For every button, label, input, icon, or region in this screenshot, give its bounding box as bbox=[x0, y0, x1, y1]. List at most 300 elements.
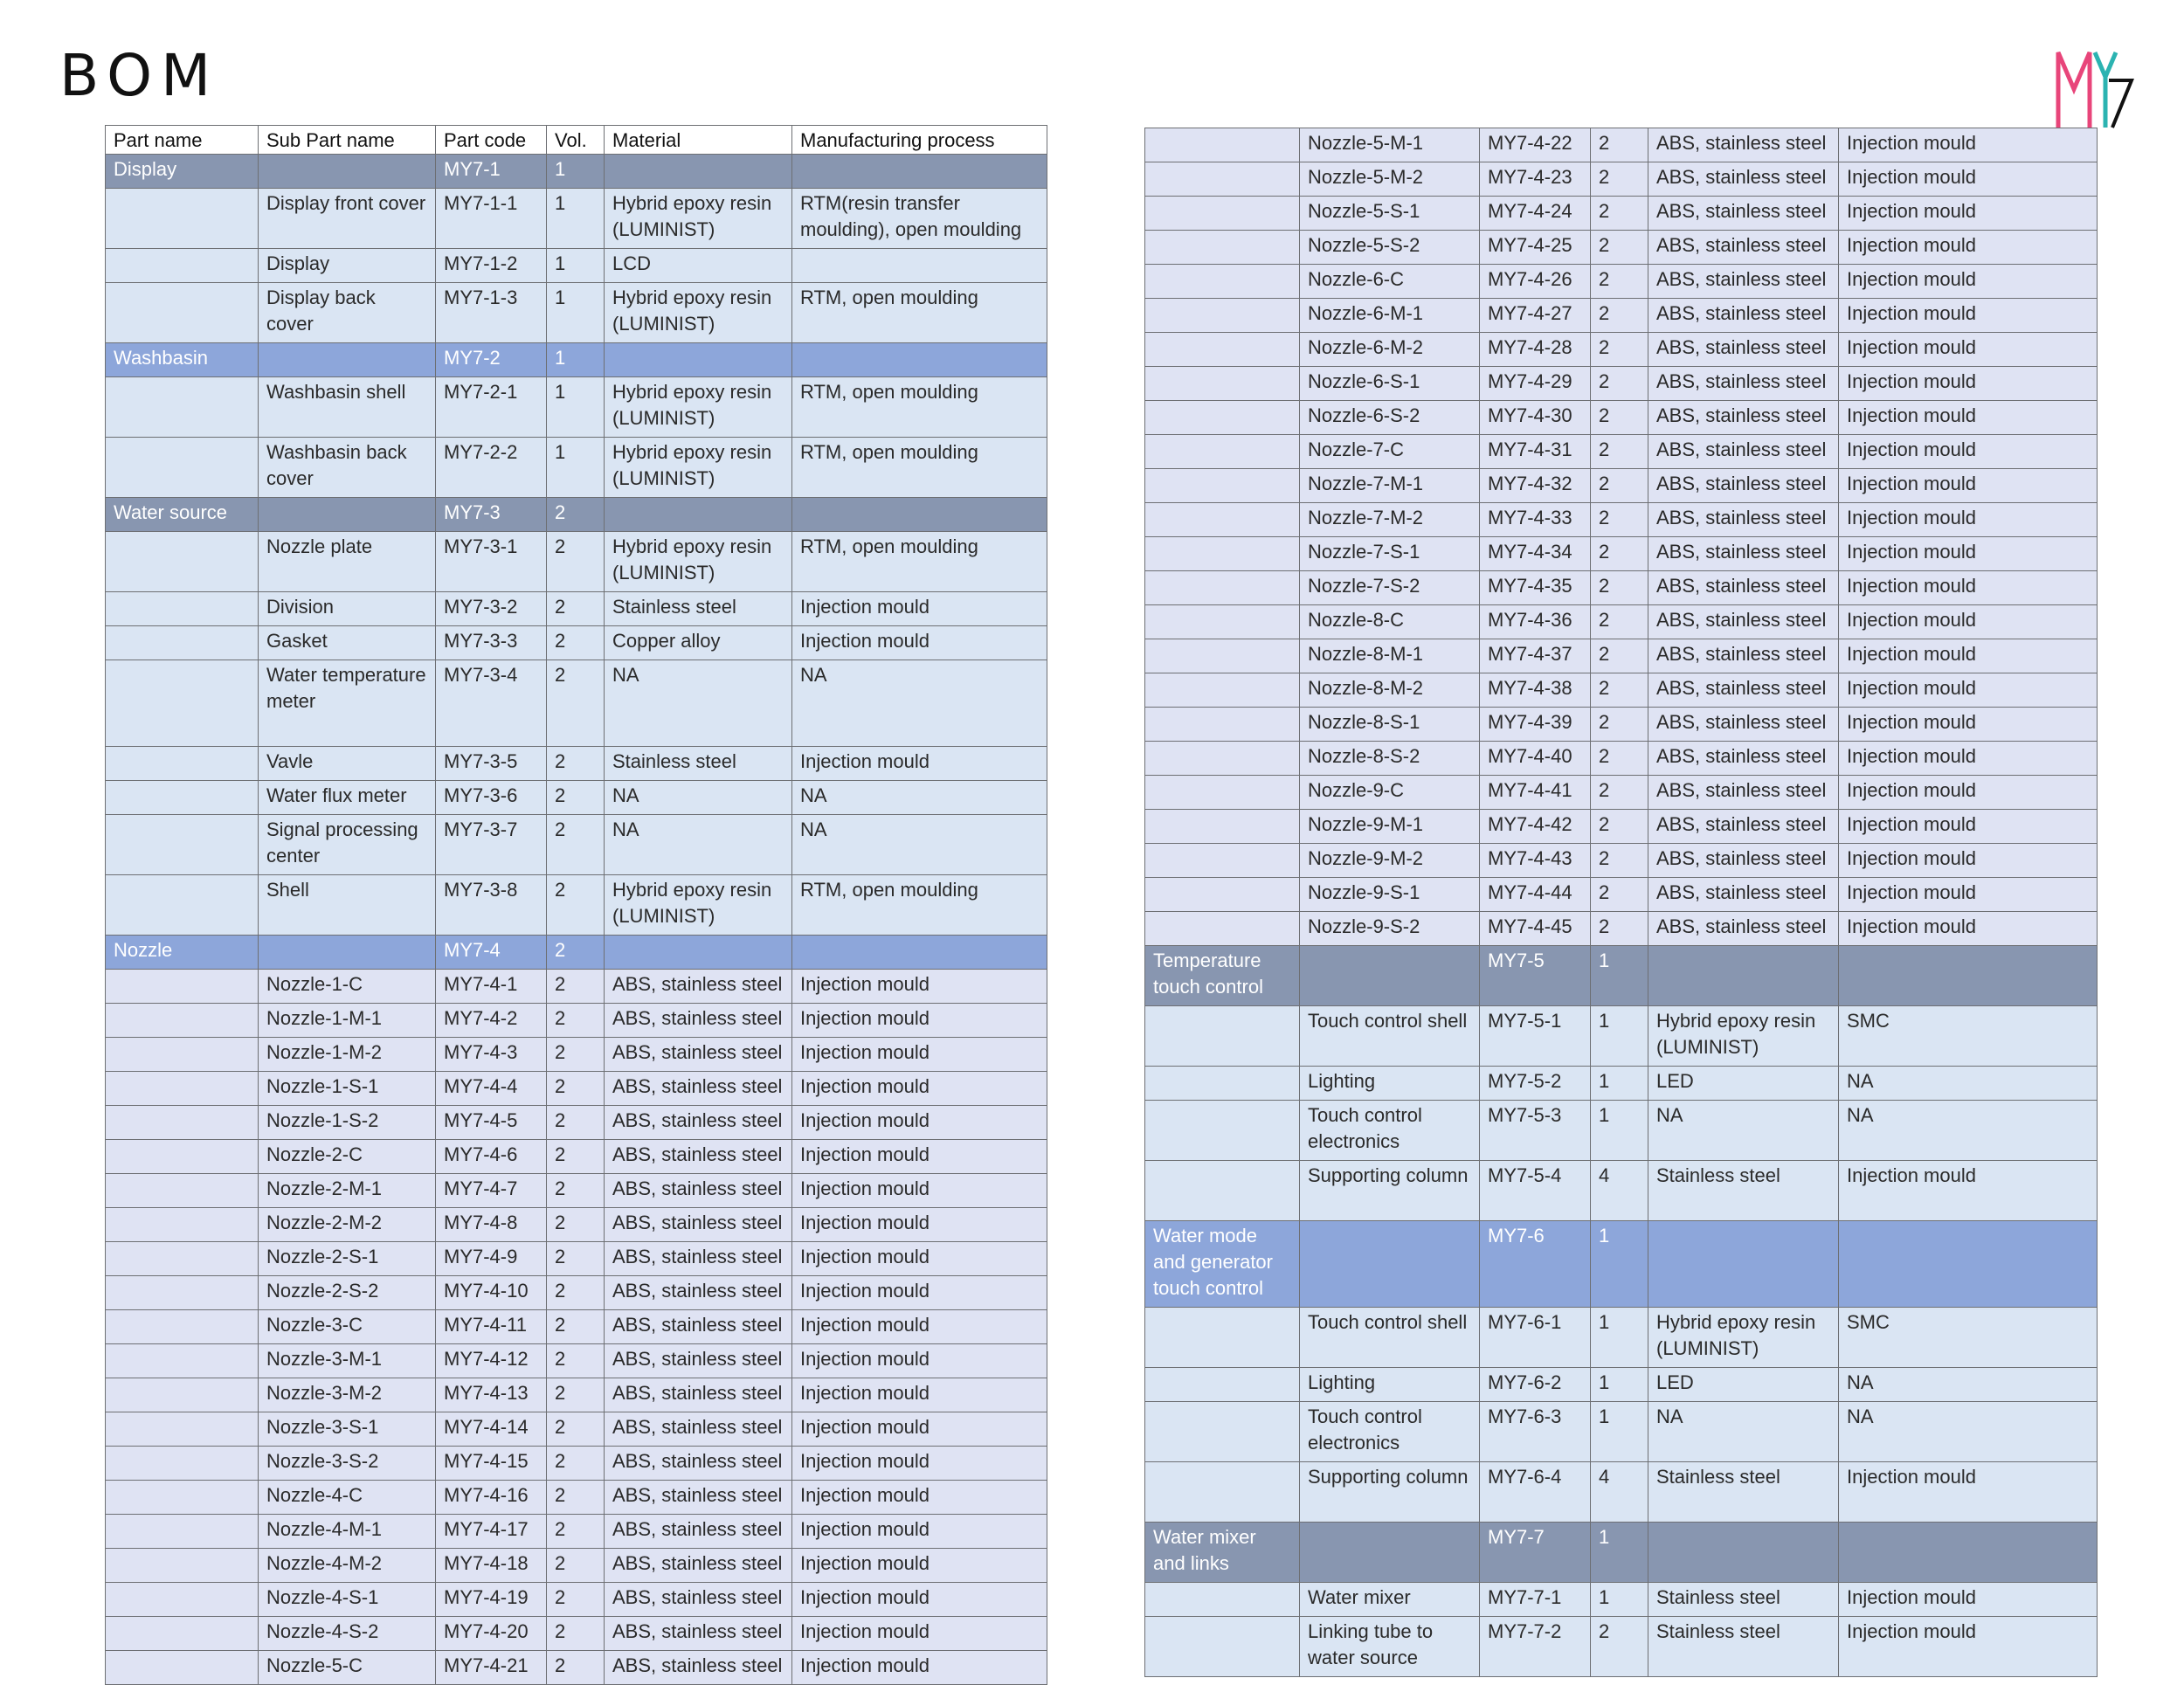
process-cell: Injection mould bbox=[792, 1447, 1047, 1481]
process-cell: Injection mould bbox=[1839, 878, 2098, 912]
material-cell: NA bbox=[605, 781, 792, 815]
vol-cell: 2 bbox=[1591, 639, 1648, 673]
group-row bbox=[1145, 946, 2098, 1006]
table-row bbox=[1145, 1308, 2098, 1368]
sub-part-name-cell: Nozzle-3-S-1 bbox=[259, 1412, 436, 1447]
process-cell: Injection mould bbox=[792, 1617, 1047, 1651]
sub-part-name-cell: Division bbox=[259, 592, 436, 626]
table-row bbox=[106, 1344, 1047, 1378]
table-row bbox=[1145, 639, 2098, 673]
part-code-cell: MY7-3-5 bbox=[436, 747, 547, 781]
sub-part-name-cell: Nozzle-9-C bbox=[1300, 776, 1480, 810]
sub-part-name-cell: Nozzle-3-S-2 bbox=[259, 1447, 436, 1481]
part-name-cell: Water source bbox=[106, 498, 259, 532]
vol-cell: 2 bbox=[1591, 912, 1648, 946]
sub-part-name-cell: Nozzle-1-S-1 bbox=[259, 1072, 436, 1106]
sub-part-name-cell: Nozzle-4-S-2 bbox=[259, 1617, 436, 1651]
material-cell: ABS, stainless steel bbox=[1648, 810, 1839, 844]
part-name-cell: Water mode and generator touch control bbox=[1145, 1221, 1300, 1308]
part-code-cell: MY7-4-32 bbox=[1480, 469, 1591, 503]
part-name-cell bbox=[106, 1378, 259, 1412]
part-code-cell: MY7-3-2 bbox=[436, 592, 547, 626]
part-name-cell bbox=[1145, 878, 1300, 912]
vol-cell: 1 bbox=[547, 155, 605, 189]
material-cell: LCD bbox=[605, 249, 792, 283]
table-row bbox=[1145, 537, 2098, 571]
material-cell: ABS, stainless steel bbox=[605, 1651, 792, 1685]
vol-cell: 2 bbox=[547, 626, 605, 660]
material-cell: ABS, stainless steel bbox=[605, 1208, 792, 1242]
material-cell: ABS, stainless steel bbox=[1648, 639, 1839, 673]
process-cell: Injection mould bbox=[792, 1242, 1047, 1276]
part-code-cell: MY7-6-1 bbox=[1480, 1308, 1591, 1368]
material-cell: Copper alloy bbox=[605, 626, 792, 660]
vol-cell: 2 bbox=[547, 532, 605, 592]
material-cell: Stainless steel bbox=[1648, 1583, 1839, 1617]
material-cell: ABS, stainless steel bbox=[1648, 333, 1839, 367]
part-name-cell bbox=[106, 875, 259, 936]
part-code-cell: MY7-4-6 bbox=[436, 1140, 547, 1174]
part-code-cell: MY7-4-4 bbox=[436, 1072, 547, 1106]
material-cell bbox=[605, 936, 792, 970]
vol-cell: 2 bbox=[547, 936, 605, 970]
part-name-cell bbox=[106, 1447, 259, 1481]
part-name-cell bbox=[106, 1583, 259, 1617]
material-cell: LED bbox=[1648, 1368, 1839, 1402]
header-part-name: Part name bbox=[106, 126, 259, 155]
sub-part-name-cell: Nozzle-8-M-2 bbox=[1300, 673, 1480, 708]
table-row bbox=[106, 1549, 1047, 1583]
process-cell: Injection mould bbox=[1839, 810, 2098, 844]
table-row bbox=[1145, 231, 2098, 265]
page-title: BOM bbox=[59, 42, 220, 109]
part-code-cell: MY7-4-19 bbox=[436, 1583, 547, 1617]
part-name-cell: Washbasin bbox=[106, 343, 259, 377]
vol-cell: 2 bbox=[547, 1072, 605, 1106]
part-name-cell bbox=[1145, 639, 1300, 673]
table-row bbox=[106, 377, 1047, 438]
vol-cell: 2 bbox=[547, 1617, 605, 1651]
part-name-cell bbox=[1145, 1308, 1300, 1368]
part-name-cell bbox=[1145, 265, 1300, 299]
table-row bbox=[1145, 912, 2098, 946]
part-name-cell bbox=[1145, 1462, 1300, 1523]
vol-cell: 2 bbox=[1591, 367, 1648, 401]
process-cell: Injection mould bbox=[792, 1310, 1047, 1344]
part-name-cell bbox=[106, 1412, 259, 1447]
sub-part-name-cell: Display bbox=[259, 249, 436, 283]
part-name-cell bbox=[106, 626, 259, 660]
part-name-cell bbox=[1145, 1368, 1300, 1402]
sub-part-name-cell: Nozzle-9-M-1 bbox=[1300, 810, 1480, 844]
vol-cell: 2 bbox=[547, 1004, 605, 1038]
vol-cell: 1 bbox=[1591, 1221, 1648, 1308]
process-cell: Injection mould bbox=[1839, 912, 2098, 946]
table-row bbox=[1145, 503, 2098, 537]
process-cell: Injection mould bbox=[792, 1106, 1047, 1140]
process-cell bbox=[792, 155, 1047, 189]
material-cell: ABS, stainless steel bbox=[605, 970, 792, 1004]
process-cell: Injection mould bbox=[1839, 231, 2098, 265]
material-cell: Hybrid epoxy resin (LUMINIST) bbox=[605, 438, 792, 498]
vol-cell: 2 bbox=[1591, 435, 1648, 469]
process-cell: Injection mould bbox=[792, 1344, 1047, 1378]
part-code-cell: MY7-4 bbox=[436, 936, 547, 970]
vol-cell: 2 bbox=[1591, 299, 1648, 333]
sub-part-name-cell: Nozzle-2-C bbox=[259, 1140, 436, 1174]
material-cell: ABS, stainless steel bbox=[1648, 299, 1839, 333]
table-row bbox=[1145, 708, 2098, 742]
vol-cell: 2 bbox=[547, 1344, 605, 1378]
table-row bbox=[106, 1208, 1047, 1242]
part-name-cell bbox=[106, 781, 259, 815]
material-cell: Stainless steel bbox=[1648, 1462, 1839, 1523]
material-cell: NA bbox=[1648, 1101, 1839, 1161]
part-name-cell bbox=[1145, 605, 1300, 639]
material-cell: ABS, stainless steel bbox=[1648, 537, 1839, 571]
process-cell: RTM(resin transfer moulding), open moulding bbox=[792, 189, 1047, 249]
vol-cell: 1 bbox=[1591, 1368, 1648, 1402]
material-cell: ABS, stainless steel bbox=[605, 1310, 792, 1344]
process-cell: Injection mould bbox=[1839, 265, 2098, 299]
material-cell: ABS, stainless steel bbox=[1648, 742, 1839, 776]
vol-cell: 2 bbox=[1591, 878, 1648, 912]
process-cell: RTM, open moulding bbox=[792, 875, 1047, 936]
material-cell: ABS, stainless steel bbox=[1648, 401, 1839, 435]
material-cell: ABS, stainless steel bbox=[605, 1378, 792, 1412]
vol-cell: 2 bbox=[1591, 605, 1648, 639]
material-cell: ABS, stainless steel bbox=[605, 1549, 792, 1583]
sub-part-name-cell: Nozzle-1-M-2 bbox=[259, 1038, 436, 1072]
table-row bbox=[106, 1038, 1047, 1072]
part-code-cell: MY7-5-2 bbox=[1480, 1067, 1591, 1101]
part-name-cell: Display bbox=[106, 155, 259, 189]
material-cell: ABS, stainless steel bbox=[1648, 435, 1839, 469]
material-cell: ABS, stainless steel bbox=[605, 1344, 792, 1378]
part-name-cell bbox=[106, 1481, 259, 1515]
table-row bbox=[1145, 1583, 2098, 1617]
process-cell: Injection mould bbox=[792, 1549, 1047, 1583]
part-code-cell: MY7-4-13 bbox=[436, 1378, 547, 1412]
process-cell: Injection mould bbox=[792, 1583, 1047, 1617]
process-cell bbox=[1839, 1221, 2098, 1308]
part-name-cell bbox=[1145, 537, 1300, 571]
vol-cell: 1 bbox=[1591, 1006, 1648, 1067]
vol-cell: 2 bbox=[547, 1481, 605, 1515]
process-cell: SMC bbox=[1839, 1006, 2098, 1067]
material-cell: Hybrid epoxy resin (LUMINIST) bbox=[1648, 1006, 1839, 1067]
part-name-cell bbox=[1145, 571, 1300, 605]
sub-part-name-cell: Lighting bbox=[1300, 1067, 1480, 1101]
vol-cell: 2 bbox=[1591, 673, 1648, 708]
material-cell bbox=[1648, 946, 1839, 1006]
sub-part-name-cell: Nozzle-6-S-1 bbox=[1300, 367, 1480, 401]
sub-part-name-cell: Linking tube to water source bbox=[1300, 1617, 1480, 1677]
part-code-cell: MY7-5 bbox=[1480, 946, 1591, 1006]
part-name-cell bbox=[1145, 673, 1300, 708]
process-cell: NA bbox=[1839, 1402, 2098, 1462]
process-cell: Injection mould bbox=[792, 1174, 1047, 1208]
part-code-cell: MY7-4-23 bbox=[1480, 162, 1591, 197]
vol-cell: 2 bbox=[1591, 231, 1648, 265]
part-code-cell: MY7-3-8 bbox=[436, 875, 547, 936]
process-cell: Injection mould bbox=[792, 1038, 1047, 1072]
part-code-cell: MY7-1-3 bbox=[436, 283, 547, 343]
vol-cell: 2 bbox=[1591, 708, 1648, 742]
part-code-cell: MY7-7 bbox=[1480, 1523, 1591, 1583]
sub-part-name-cell: Touch control shell bbox=[1300, 1308, 1480, 1368]
sub-part-name-cell: Vavle bbox=[259, 747, 436, 781]
part-name-cell bbox=[106, 1004, 259, 1038]
vol-cell: 2 bbox=[547, 970, 605, 1004]
part-name-cell bbox=[1145, 401, 1300, 435]
material-cell: ABS, stainless steel bbox=[1648, 469, 1839, 503]
process-cell: Injection mould bbox=[792, 1004, 1047, 1038]
table-row bbox=[1145, 1006, 2098, 1067]
sub-part-name-cell: Water temperature meter bbox=[259, 660, 436, 747]
material-cell: ABS, stainless steel bbox=[605, 1276, 792, 1310]
process-cell: NA bbox=[1839, 1067, 2098, 1101]
table-row bbox=[1145, 810, 2098, 844]
process-cell: Injection mould bbox=[1839, 605, 2098, 639]
process-cell: Injection mould bbox=[1839, 639, 2098, 673]
sub-part-name-cell: Nozzle-5-S-2 bbox=[1300, 231, 1480, 265]
part-name-cell bbox=[106, 1617, 259, 1651]
material-cell: Hybrid epoxy resin (LUMINIST) bbox=[605, 532, 792, 592]
part-code-cell: MY7-4-11 bbox=[436, 1310, 547, 1344]
table-row bbox=[1145, 128, 2098, 162]
process-cell: Injection mould bbox=[1839, 197, 2098, 231]
process-cell: Injection mould bbox=[792, 1276, 1047, 1310]
material-cell: Stainless steel bbox=[605, 592, 792, 626]
table-row bbox=[1145, 469, 2098, 503]
part-name-cell bbox=[106, 377, 259, 438]
process-cell: Injection mould bbox=[1839, 299, 2098, 333]
vol-cell: 2 bbox=[547, 747, 605, 781]
sub-part-name-cell: Nozzle-2-M-2 bbox=[259, 1208, 436, 1242]
sub-part-name-cell: Nozzle-7-S-1 bbox=[1300, 537, 1480, 571]
part-code-cell: MY7-3-7 bbox=[436, 815, 547, 875]
table-row bbox=[106, 1412, 1047, 1447]
process-cell: Injection mould bbox=[1839, 367, 2098, 401]
part-code-cell: MY7-4-40 bbox=[1480, 742, 1591, 776]
process-cell bbox=[792, 498, 1047, 532]
part-code-cell: MY7-1-2 bbox=[436, 249, 547, 283]
vol-cell: 2 bbox=[547, 1651, 605, 1685]
part-code-cell: MY7-4-14 bbox=[436, 1412, 547, 1447]
process-cell: Injection mould bbox=[1839, 1617, 2098, 1677]
vol-cell: 2 bbox=[547, 1140, 605, 1174]
part-name-cell bbox=[1145, 128, 1300, 162]
process-cell bbox=[1839, 1523, 2098, 1583]
material-cell: ABS, stainless steel bbox=[1648, 128, 1839, 162]
part-code-cell: MY7-4-45 bbox=[1480, 912, 1591, 946]
process-cell: Injection mould bbox=[1839, 1462, 2098, 1523]
material-cell: Stainless steel bbox=[605, 747, 792, 781]
part-code-cell: MY7-2 bbox=[436, 343, 547, 377]
material-cell: ABS, stainless steel bbox=[1648, 844, 1839, 878]
process-cell: Injection mould bbox=[792, 1412, 1047, 1447]
sub-part-name-cell: Nozzle-1-S-2 bbox=[259, 1106, 436, 1140]
process-cell bbox=[792, 343, 1047, 377]
part-name-cell: Nozzle bbox=[106, 936, 259, 970]
table-row bbox=[106, 1310, 1047, 1344]
part-name-cell bbox=[106, 532, 259, 592]
material-cell: ABS, stainless steel bbox=[1648, 367, 1839, 401]
table-row bbox=[1145, 1101, 2098, 1161]
group-row bbox=[106, 936, 1047, 970]
part-code-cell: MY7-3 bbox=[436, 498, 547, 532]
process-cell: Injection mould bbox=[792, 1208, 1047, 1242]
sub-part-name-cell: Nozzle-9-M-2 bbox=[1300, 844, 1480, 878]
process-cell: Injection mould bbox=[1839, 162, 2098, 197]
process-cell: Injection mould bbox=[792, 747, 1047, 781]
part-code-cell: MY7-5-4 bbox=[1480, 1161, 1591, 1221]
vol-cell: 2 bbox=[547, 1515, 605, 1549]
table-row bbox=[1145, 878, 2098, 912]
process-cell: Injection mould bbox=[1839, 128, 2098, 162]
process-cell: Injection mould bbox=[792, 1481, 1047, 1515]
vol-cell: 1 bbox=[547, 189, 605, 249]
process-cell: Injection mould bbox=[792, 1072, 1047, 1106]
sub-part-name-cell: Nozzle-2-S-2 bbox=[259, 1276, 436, 1310]
table-row bbox=[1145, 1067, 2098, 1101]
material-cell: ABS, stainless steel bbox=[605, 1447, 792, 1481]
table-row bbox=[1145, 265, 2098, 299]
part-code-cell: MY7-4-27 bbox=[1480, 299, 1591, 333]
sub-part-name-cell: Water flux meter bbox=[259, 781, 436, 815]
vol-cell: 2 bbox=[1591, 810, 1648, 844]
part-name-cell bbox=[106, 283, 259, 343]
header-vol: Vol. bbox=[547, 126, 605, 155]
sub-part-name-cell: Nozzle-2-S-1 bbox=[259, 1242, 436, 1276]
part-code-cell: MY7-4-17 bbox=[436, 1515, 547, 1549]
part-code-cell: MY7-4-31 bbox=[1480, 435, 1591, 469]
table-row bbox=[1145, 435, 2098, 469]
vol-cell: 2 bbox=[1591, 1617, 1648, 1677]
part-name-cell bbox=[1145, 162, 1300, 197]
part-name-cell bbox=[1145, 197, 1300, 231]
vol-cell: 1 bbox=[547, 377, 605, 438]
sub-part-name-cell: Nozzle-6-C bbox=[1300, 265, 1480, 299]
sub-part-name-cell: Shell bbox=[259, 875, 436, 936]
table-row bbox=[106, 781, 1047, 815]
vol-cell: 2 bbox=[1591, 128, 1648, 162]
part-name-cell bbox=[106, 660, 259, 747]
part-code-cell: MY7-6-3 bbox=[1480, 1402, 1591, 1462]
table-row bbox=[1145, 1161, 2098, 1221]
table-row bbox=[106, 1174, 1047, 1208]
material-cell: Stainless steel bbox=[1648, 1161, 1839, 1221]
table-row bbox=[106, 626, 1047, 660]
sub-part-name-cell: Signal processing center bbox=[259, 815, 436, 875]
table-row bbox=[1145, 367, 2098, 401]
sub-part-name-cell: Nozzle-5-C bbox=[259, 1651, 436, 1685]
part-code-cell: MY7-4-44 bbox=[1480, 878, 1591, 912]
material-cell: ABS, stainless steel bbox=[605, 1004, 792, 1038]
part-name-cell bbox=[106, 249, 259, 283]
vol-cell: 1 bbox=[1591, 1101, 1648, 1161]
vol-cell: 2 bbox=[1591, 265, 1648, 299]
process-cell: RTM, open moulding bbox=[792, 283, 1047, 343]
part-code-cell: MY7-4-22 bbox=[1480, 128, 1591, 162]
process-cell: Injection mould bbox=[1839, 333, 2098, 367]
part-code-cell: MY7-4-41 bbox=[1480, 776, 1591, 810]
process-cell: Injection mould bbox=[1839, 503, 2098, 537]
material-cell: ABS, stainless steel bbox=[605, 1583, 792, 1617]
vol-cell: 1 bbox=[1591, 1402, 1648, 1462]
part-name-cell bbox=[1145, 1583, 1300, 1617]
part-name-cell bbox=[106, 1106, 259, 1140]
material-cell: ABS, stainless steel bbox=[605, 1106, 792, 1140]
vol-cell: 1 bbox=[1591, 946, 1648, 1006]
sub-part-name-cell: Nozzle-9-S-2 bbox=[1300, 912, 1480, 946]
vol-cell: 2 bbox=[547, 1038, 605, 1072]
material-cell bbox=[605, 498, 792, 532]
part-code-cell: MY7-4-29 bbox=[1480, 367, 1591, 401]
part-name-cell bbox=[1145, 299, 1300, 333]
part-code-cell: MY7-4-35 bbox=[1480, 571, 1591, 605]
table-row bbox=[106, 1447, 1047, 1481]
material-cell: Hybrid epoxy resin (LUMINIST) bbox=[605, 377, 792, 438]
process-cell: SMC bbox=[1839, 1308, 2098, 1368]
part-code-cell: MY7-4-5 bbox=[436, 1106, 547, 1140]
group-row bbox=[106, 343, 1047, 377]
part-code-cell: MY7-4-18 bbox=[436, 1549, 547, 1583]
part-code-cell: MY7-4-42 bbox=[1480, 810, 1591, 844]
sub-part-name-cell: Nozzle-6-M-1 bbox=[1300, 299, 1480, 333]
sub-part-name-cell: Nozzle-8-S-1 bbox=[1300, 708, 1480, 742]
part-name-cell bbox=[106, 1208, 259, 1242]
vol-cell: 2 bbox=[547, 1378, 605, 1412]
process-cell: Injection mould bbox=[1839, 776, 2098, 810]
process-cell: Injection mould bbox=[1839, 571, 2098, 605]
part-name-cell bbox=[106, 1038, 259, 1072]
vol-cell: 2 bbox=[547, 875, 605, 936]
vol-cell: 2 bbox=[1591, 333, 1648, 367]
part-code-cell: MY7-4-2 bbox=[436, 1004, 547, 1038]
sub-part-name-cell: Nozzle-5-S-1 bbox=[1300, 197, 1480, 231]
material-cell: Hybrid epoxy resin (LUMINIST) bbox=[1648, 1308, 1839, 1368]
table-header-row bbox=[106, 126, 1047, 155]
process-cell: Injection mould bbox=[792, 1515, 1047, 1549]
header-part-code: Part code bbox=[436, 126, 547, 155]
process-cell: Injection mould bbox=[1839, 401, 2098, 435]
sub-part-name-cell: Nozzle-7-M-2 bbox=[1300, 503, 1480, 537]
table-row bbox=[106, 283, 1047, 343]
process-cell: RTM, open moulding bbox=[792, 377, 1047, 438]
vol-cell: 1 bbox=[547, 249, 605, 283]
material-cell bbox=[605, 343, 792, 377]
process-cell: Injection mould bbox=[1839, 742, 2098, 776]
vol-cell: 2 bbox=[547, 1447, 605, 1481]
process-cell: NA bbox=[1839, 1368, 2098, 1402]
process-cell: Injection mould bbox=[1839, 537, 2098, 571]
vol-cell: 1 bbox=[1591, 1308, 1648, 1368]
vol-cell: 1 bbox=[547, 438, 605, 498]
part-name-cell bbox=[106, 189, 259, 249]
process-cell: NA bbox=[792, 815, 1047, 875]
part-name-cell bbox=[106, 1549, 259, 1583]
part-code-cell: MY7-6 bbox=[1480, 1221, 1591, 1308]
part-code-cell: MY7-4-37 bbox=[1480, 639, 1591, 673]
vol-cell: 2 bbox=[547, 1583, 605, 1617]
process-cell: Injection mould bbox=[1839, 469, 2098, 503]
table-row bbox=[1145, 844, 2098, 878]
process-cell: Injection mould bbox=[1839, 844, 2098, 878]
vol-cell: 2 bbox=[1591, 844, 1648, 878]
table-row bbox=[1145, 605, 2098, 639]
